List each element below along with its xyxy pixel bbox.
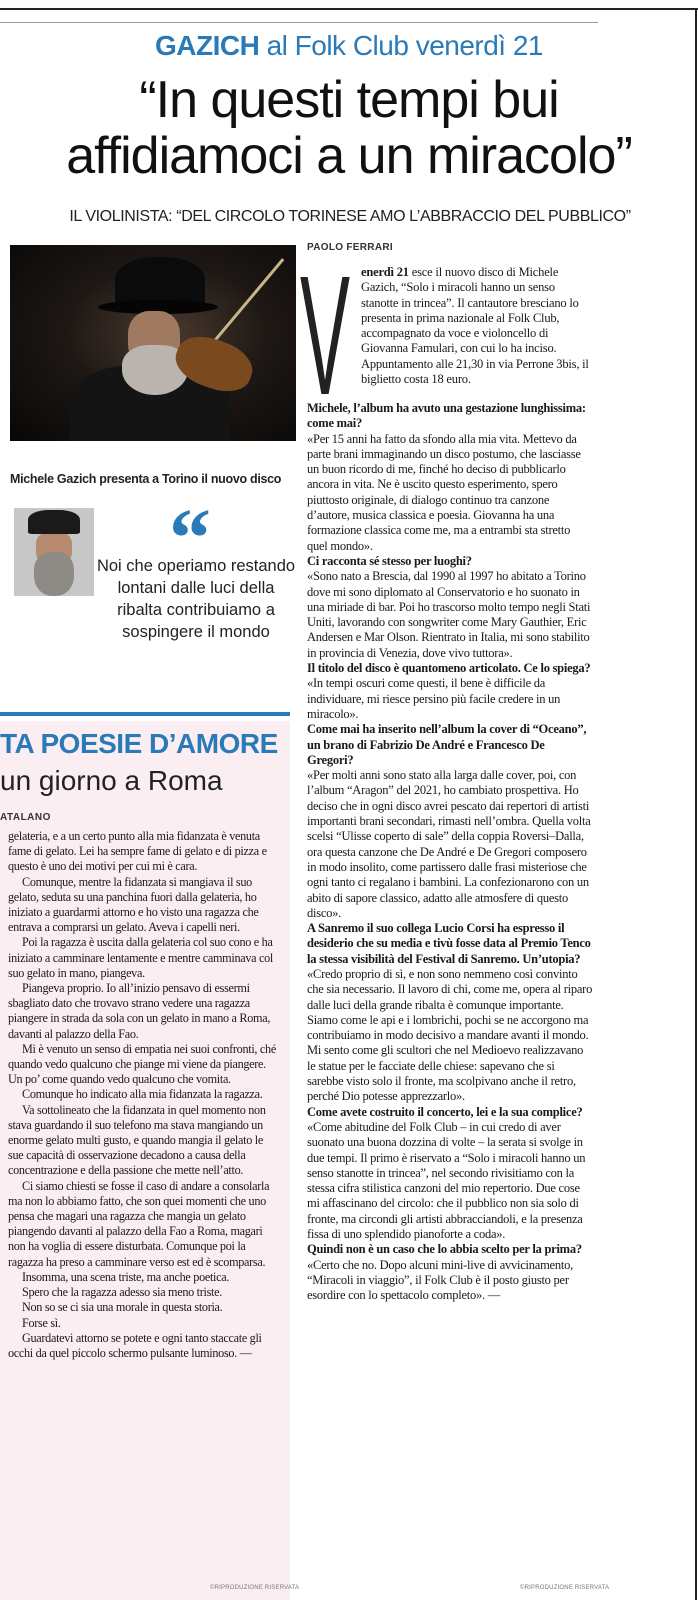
drop-cap	[300, 262, 350, 400]
sidebar-body	[8, 829, 281, 1361]
kicker-name: GAZICH	[154, 30, 260, 61]
lead-text: esce il nuovo disco di Michele Gazich, “Solo i miracoli hanno un senso stanotte in trincea”. Il cantautore bresciano lo presenta in prima nazionale al Folk Club, accompagnato da voce e violoncello di Giovanna Famulari, con cui lo ha inciso. Appuntamento alle 21,30 in via Perrone 3bis, il biglietto costa 18 euro.	[361, 265, 589, 387]
headline-line-1: “In questi tempi bui	[139, 71, 559, 129]
sidebar-top-bar	[0, 712, 290, 716]
answer-6: «Come abitudine del Folk Club – in cui credo di aver suonato una buona dozzina di volte – la serata si svolge in due tempi. Il primo è riservato a “Solo i miracoli hanno un senso stanotte in trincea”, nel secondo rivisitiamo con la stessa cifra stilistica canzoni del mio repertorio. Due cose mi affascinano del circolo: che il pubblico non sia solo di fronte, ma circondi gli artisti abbracciandoli, e la presenza fissa di uno splendido pianoforte a coda».	[307, 1119, 586, 1242]
drop-cap-letter: V	[300, 262, 350, 400]
article-lead	[361, 265, 593, 387]
sidebar-paragraph: Piangeva proprio. Io all’inizio pensavo di essermi sbagliato dato che trovavo strano vedere una ragazza piangere in strada da sola con un gelato in mano a Roma, davanti al palazzo della Fao.	[8, 981, 271, 1041]
photo-caption: Michele Gazich presenta a Torino il nuovo disco	[10, 472, 282, 486]
answer-3: «In tempi oscuri come questi, il bene è difficile da individuare, mi riesce persino più facile credere in un miracolo».	[307, 676, 561, 721]
answer-5: «Credo proprio di sì, e non sono nemmeno così convinto che sia necessario. Il lavoro di chi, come me, opera al riparo dalle luci della grande ribalta è comunque importante. Siamo come le api e i lombrichi, pochi se ne accorgono ma contribuiamo in modo decisivo a mandare avanti il mondo. Mi sento come gli scultori che nel Medioevo realizzavano le statue per le facciate delle chiese: sapevano che si sarebbe visto solo il fronte, ma scolpivano anche il retro, perché Dio potesse apprezzarlo».	[307, 966, 593, 1104]
sidebar-subtitle: un giorno a Roma	[0, 765, 223, 796]
pull-quote: Noi che operiamo restando lontani dalle luci della ribalta contribuiamo a sospingere il mondo	[96, 557, 296, 641]
sidebar-paragraph: Mi è venuto un senso di empatia nei suoi confronti, ché quando vedo qualcuno che piange mi viene da piangere. Un po’ come quando vedo qualcuno che vomita.	[8, 1041, 276, 1087]
quote-mark-icon: “	[169, 504, 211, 564]
answer-4: «Per molti anni sono stato alla larga dalle cover, poi, con l’album “Aragon” del 2021, ho cambiato prospettiva. Ho deciso che in ogni disco avrei pescato dai repertori di artisti importanti brani secondari, rimasti nell’ombra. Quella volta scelsi “Ulisse coperto di sale” della coppia Roversi–Dalla, ora questa canzone che De André e De Gregori composero in modo insolito, come partissero dalle frasi misteriose che ogni tanto ci regalano i bambini. La confezionarono con un abito di sapore classico, adatto alle atmosfere di questo disco».	[307, 768, 591, 920]
headline-line-2: affidiamoci a un miracolo”	[66, 127, 632, 185]
sidebar-title: TA POESIE D’AMORE	[0, 728, 278, 759]
sidebar-copyright: ©RIPRODUZIONE RISERVATA	[210, 1585, 300, 1591]
right-rule	[695, 8, 697, 1600]
thin-rule	[0, 22, 598, 23]
sidebar-paragraph: Forse sì.	[22, 1315, 61, 1330]
question-5: A Sanremo il suo collega Lucio Corsi ha espresso il desiderio che su media e tivù fosse data al Premio Tenco la stessa visibilità del Festival di Sanremo. Un’utopia?	[307, 921, 591, 966]
subheadline: IL VIOLINISTA: “DEL CIRCOLO TORINESE AMO L’ABBRACCIO DEL PUBBLICO”	[69, 208, 631, 225]
top-rule	[0, 8, 698, 10]
interview	[307, 401, 593, 1304]
sidebar-paragraph: Comunque, mentre la fidanzata si mangiava il suo gelato, seduta su una panchina fuori dalla gelateria, ho iniziato a guardarmi attorno e ho visto una ragazza che entrava a comprarsi un gelato. Aveva i capelli neri.	[8, 874, 259, 935]
headline	[0, 72, 698, 184]
sidebar-paragraph: Va sottolineato che la fidanzata in quel momento non stava guardando il suo telefono ma stava mangiando un enorme gelato multi gusto, e quando mangia il gelato le sue capacità di osservazione decadono a causa della concentrazione e della passione che mette nell’atto.	[8, 1102, 266, 1178]
question-2: Ci racconta sé stesso per luoghi?	[307, 553, 472, 568]
sidebar-paragraph: gelateria, e a un certo punto alla mia fidanzata è venuta fame di gelato. Lei ha sempre fame di gelato e di pizza e questo è uno dei motivi per cui mi è cara.	[8, 829, 267, 874]
byline: PAOLO FERRARI	[307, 242, 393, 253]
question-7: Quindi non è un caso che lo abbia scelto per la prima?	[307, 1242, 582, 1257]
kicker-rest: al Folk Club venerdì 21	[266, 30, 544, 61]
question-6: Come avete costruito il concerto, lei e la sua complice?	[307, 1104, 583, 1119]
answer-2: «Sono nato a Brescia, dal 1990 al 1997 ho abitato a Torino dove mi sono diplomato al Conservatorio e ho suonato in una miriade di bar. Poi ho trascorso molto tempo negli Stati Uniti, lavorando con songwriter come Mary Gauthier, Eric Andersen e Mar Olson. Rientrato in Italia, mi sono stabilito in provincia di Venezia, dove vivo tuttora».	[307, 569, 591, 660]
sidebar-paragraph: Insomma, una scena triste, ma anche poetica.	[22, 1269, 230, 1284]
question-1: Michele, l’album ha avuto una gestazione lunghissima: come mai?	[307, 401, 586, 431]
sidebar-paragraph: Spero che la ragazza adesso sia meno triste.	[22, 1285, 222, 1300]
answer-7: «Certo che no. Dopo alcuni mini-live di avvicinamento, “Miracoli in viaggio”, il Folk Club è il posto giusto per esordire con lo spettacolo completo». —	[307, 1257, 573, 1303]
main-photo	[10, 245, 296, 441]
article-copyright: ©RIPRODUZIONE RISERVATA	[520, 1585, 610, 1591]
sidebar-paragraph: Ci siamo chiesti se fosse il caso di andare a consolarla ma non lo abbiamo fatto, che son quei momenti che uno pensa che magari una ragazza che mangia un gelato piangendo davanti al palazzo della Fao a Roma, magari non ha voglia di essere disturbata. Comunque poi la ragazza ha preso a camminare verso est ed è scomparsa.	[8, 1178, 270, 1269]
sidebar-paragraph: Comunque ho indicato alla mia fidanzata la ragazza.	[22, 1087, 263, 1102]
sidebar-paragraph: Poi la ragazza è uscita dalla gelateria col suo cono e ha iniziato a camminare lentamente e mentre camminava col suo gelato in mano, piangeva.	[8, 935, 273, 980]
question-3: Il titolo del disco è quantomeno articolato. Ce lo spiega?	[307, 661, 591, 676]
answer-1: «Per 15 anni ha fatto da sfondo alla mia vita. Mettevo da parte brani immaginando un disco postumo, che lasciasse un buon ricordo di me, finché ho deciso di pubblicarlo ancora in vita. Ne è uscito questo esperimento, spero piuttosto originale, di dialogo continuo tra canzone d’autore, musica classica e poesia. Giovanna ha una formazione classica come me, ma a entrambi sta stretto quel mondo».	[307, 431, 581, 553]
question-4: Come mai ha inserito nell’album la cover di “Oceano”, un brano di Fabrizio De André e Francesco De Gregori?	[307, 722, 587, 767]
sidebar-paragraph: Non so se ci sia una morale in questa storia.	[22, 1300, 223, 1315]
portrait-thumbnail	[14, 508, 94, 596]
sidebar-paragraph: Guardatevi attorno se potete e ogni tanto staccate gli occhi da quel piccolo schermo pulsante luminoso. —	[8, 1330, 262, 1360]
lead-date: enerdì 21	[361, 265, 409, 279]
sidebar-author: ATALANO	[0, 812, 51, 823]
kicker	[0, 30, 698, 62]
